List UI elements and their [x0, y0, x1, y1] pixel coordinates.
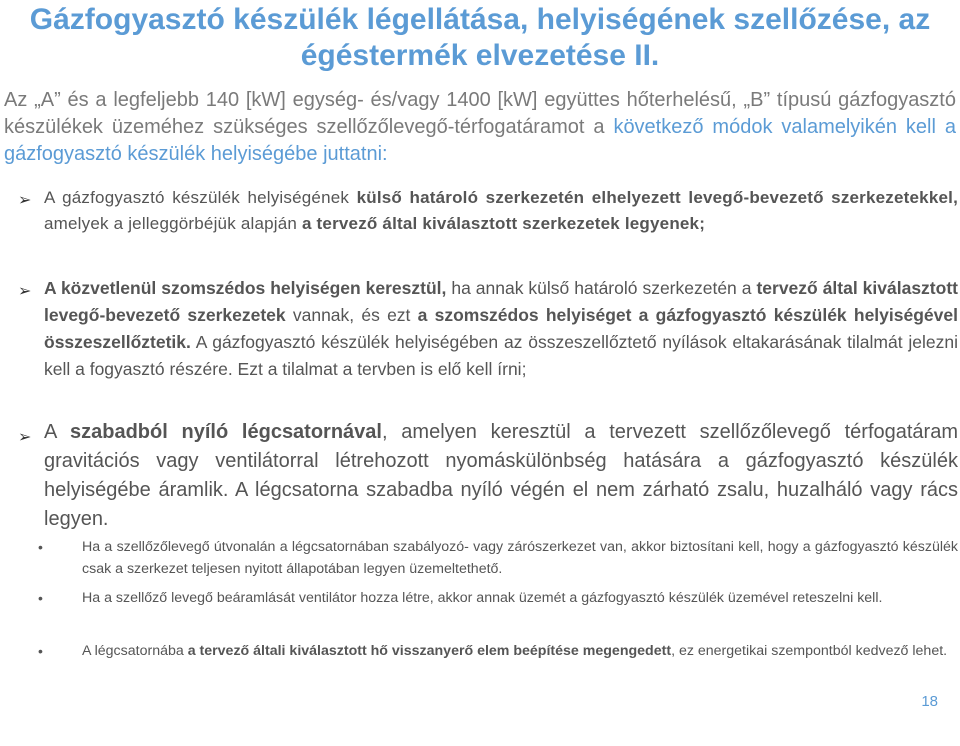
text-segment: , amelyen keresztül a tervezett szellőzőlevegő térfogatáram gravitációs vagy ventilátorral létrehozott nyomáskülönbség hatására a gázfogyasztó készülék helyiségébe áramlik. A légcsatorna szabadba nyíló végén el nem zárható zsalu, huzalháló vagy rács legyen. — [44, 421, 958, 530]
sub-bullet-text — [82, 587, 958, 609]
text-segment: A légcsatornába — [82, 643, 188, 659]
text-segment: A gázfogyasztó készülék helyiségének — [44, 188, 357, 207]
sub-bullet-item — [38, 640, 958, 662]
intro-paragraph — [4, 87, 956, 168]
arrow-bullet-icon: ➢ — [18, 192, 32, 209]
bold-text-segment: a tervező általi kiválasztott hő visszanyerő elem beépítése megengedett — [187, 643, 672, 659]
arrow-bullet-icon: ➢ — [18, 429, 32, 446]
bold-text-segment: szabadból nyíló légcsatornával — [69, 421, 382, 443]
sub-bullet-item — [38, 587, 958, 609]
dot-bullet-icon: • — [38, 643, 43, 659]
bullet-text — [44, 418, 958, 534]
bullet-item — [18, 185, 958, 237]
text-segment: A — [44, 421, 70, 443]
intro-text: Az „A” és a legfeljebb 140 [kW] egység- és/vagy 1400 [kW] együttes hőterhelésű, „B” típusú gázfogyasztó készülékek üzeméhez szükséges szellőzőlevegő-térfogatáramot a — [4, 89, 956, 138]
text-segment: amelyek a jelleggörbéjük alapján — [44, 214, 302, 233]
bold-text-segment: a tervező által kiválasztott szerkezetek legyenek; — [301, 214, 706, 233]
sub-bullet-text — [82, 536, 958, 580]
arrow-bullet-icon: ➢ — [18, 283, 32, 300]
bold-text-segment: tervező által kiválasztott levegő-bevezető szerkezetek — [44, 278, 958, 325]
text-segment: Ha a szellőző levegő beáramlását ventilátor hozza létre, akkor annak üzemét a gázfogyasztó készülék üzemével reteszelni kell. — [82, 590, 883, 606]
sub-bullet-text — [82, 640, 958, 662]
bullet-text — [44, 275, 958, 383]
dot-bullet-icon: • — [38, 539, 43, 555]
intro-highlight: következő módok valamelyikén kell a gázfogyasztó készülék helyiségébe juttatni: — [4, 116, 957, 165]
page-number: 18 — [921, 693, 938, 710]
bullet-item — [18, 418, 958, 534]
slide-title: Gázfogyasztó készülék légellátása, helyiségének szellőzése, az égéstermék elvezetése II. — [29, 3, 931, 72]
bold-text-segment: A közvetlenül szomszédos helyiségen keresztül, — [44, 278, 447, 298]
text-segment: vannak, és ezt — [285, 305, 418, 325]
text-segment: , ez energetikai szempontból kedvező lehet. — [671, 643, 948, 659]
sub-bullet-item — [38, 536, 958, 580]
bold-text-segment: a szomszédos helyiséget a gázfogyasztó készülék helyiségével összeszellőztetik. — [44, 305, 958, 352]
bullet-item — [18, 275, 958, 383]
text-segment: A gázfogyasztó készülék helyiségében az összeszellőztető nyílások eltakarásának tilalmát jelezni kell a fogyasztó részére. Ezt a tilalmat a tervben is elő kell írni; — [44, 332, 958, 379]
text-segment: Ha a szellőzőlevegő útvonalán a légcsatornában szabályozó- vagy zárószerkezet van, akkor biztosítani kell, hogy a gázfogyasztó készülék csak a szerkezet teljesen nyitott állapotában legyen üzemeltethető. — [82, 539, 958, 577]
dot-bullet-icon: • — [38, 590, 43, 606]
text-segment: ha annak külső határoló szerkezetén a — [446, 278, 757, 298]
bullet-text — [44, 185, 958, 237]
bold-text-segment: külső határoló szerkezetén elhelyezett levegő-bevezető szerkezetekkel, — [356, 188, 958, 207]
